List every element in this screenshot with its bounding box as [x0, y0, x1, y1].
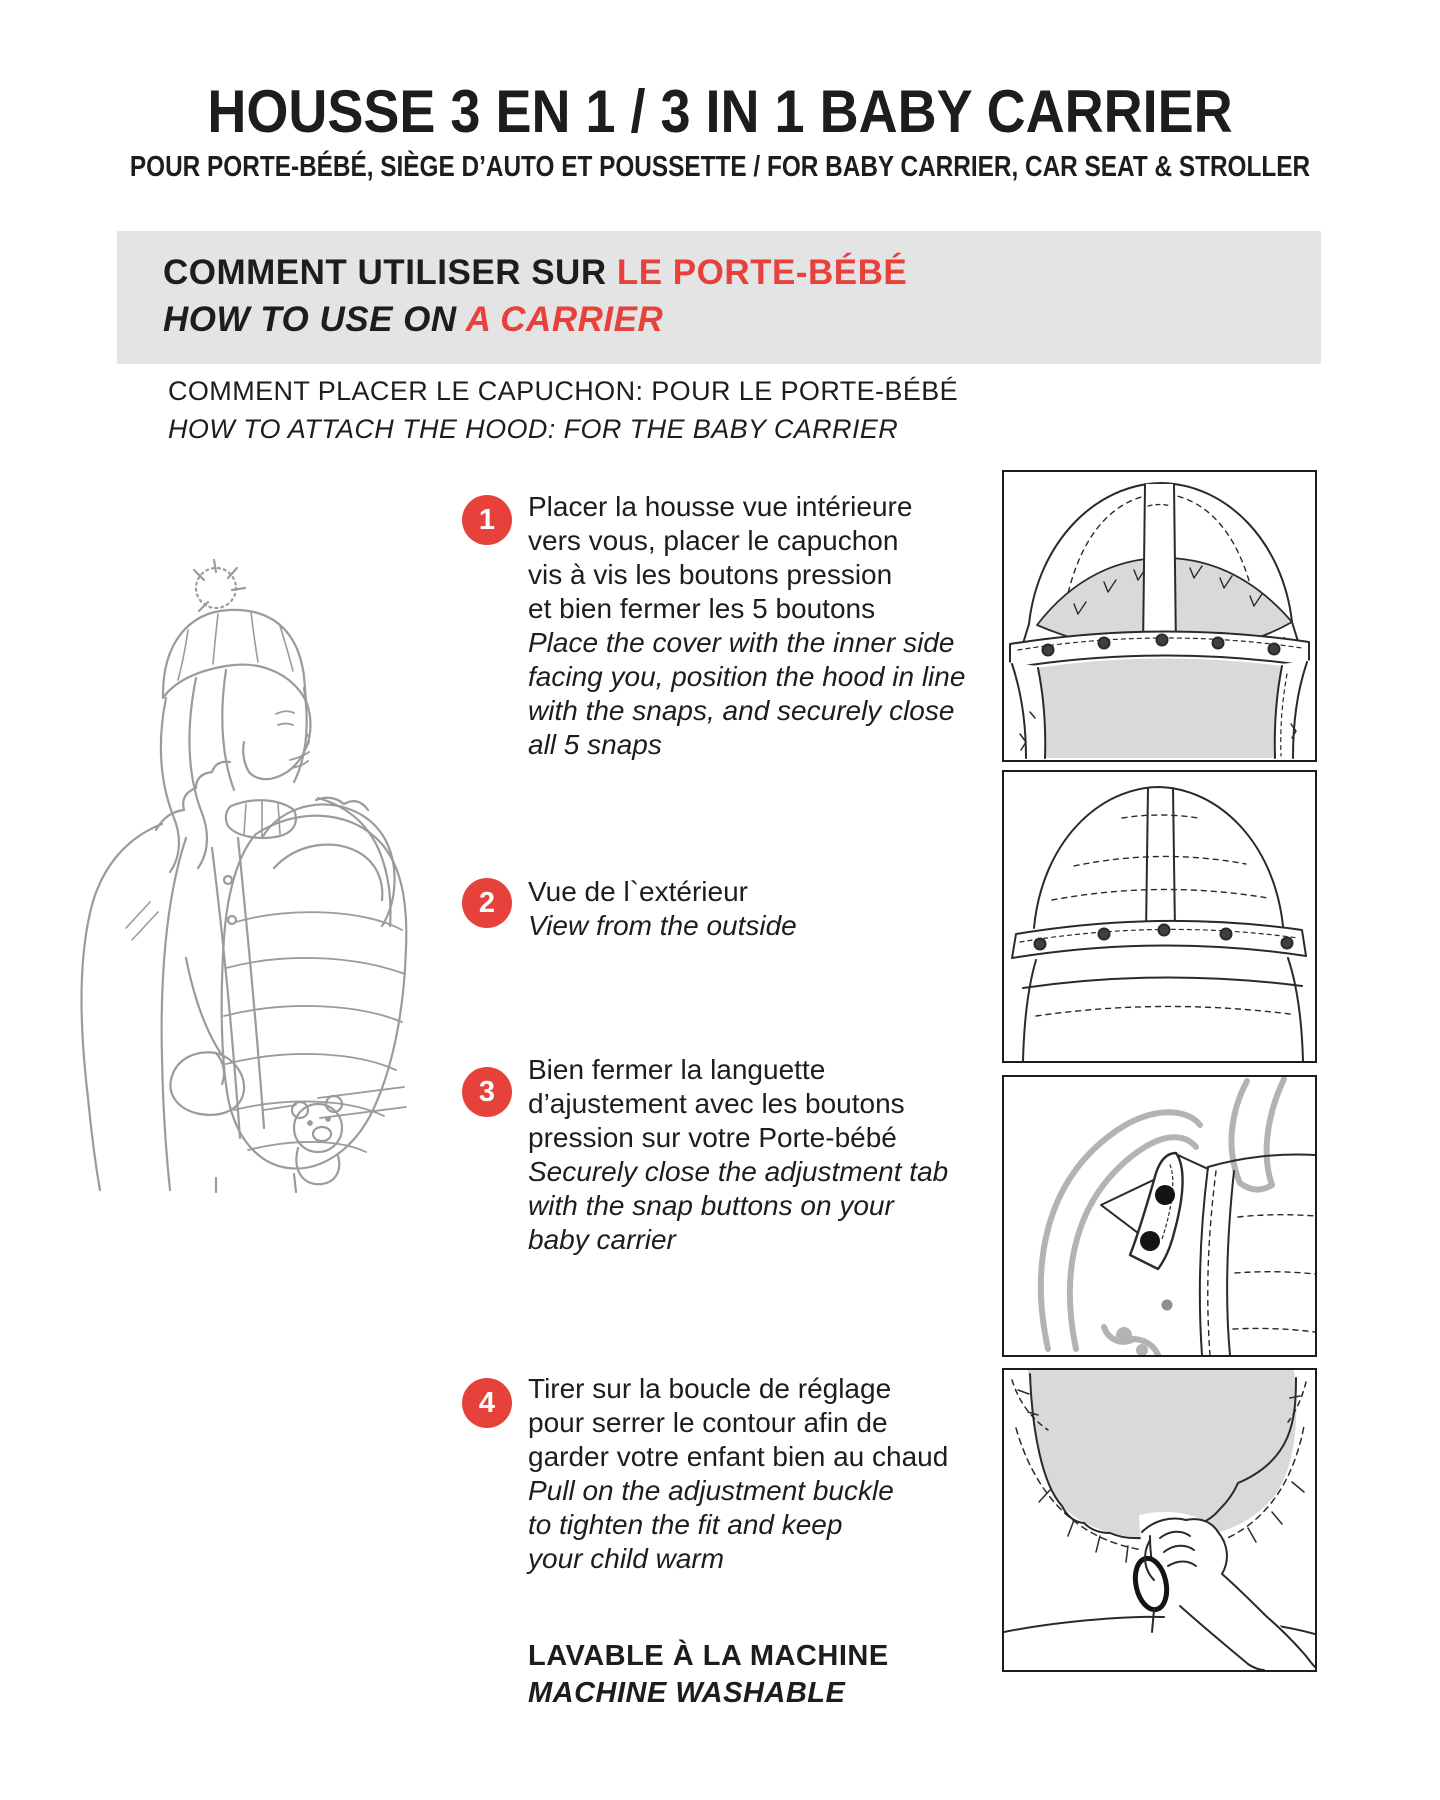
- step-line-fr: vers vous, placer le capuchon: [528, 525, 899, 556]
- step-line-en: all 5 snaps: [528, 729, 662, 760]
- step-line-en: View from the outside: [528, 910, 797, 941]
- panel-hood-outer-view: [1002, 770, 1317, 1063]
- step-number-badge: 4: [462, 1378, 512, 1428]
- adjustment-tab-illustration: [1004, 1077, 1315, 1355]
- step-line-en: to tighten the fit and keep: [528, 1509, 843, 1540]
- step-text: [528, 1053, 1008, 1257]
- banner-fr-highlight: LE PORTE-BÉBÉ: [616, 253, 908, 292]
- panel-hood-inner-view: [1002, 470, 1317, 762]
- step-line-en: Pull on the adjustment buckle: [528, 1475, 894, 1506]
- section-heading: [168, 372, 958, 448]
- banner-fr-prefix: COMMENT UTILISER SUR: [163, 253, 617, 292]
- page-subtitle: POUR PORTE-BÉBÉ, SIÈGE D’AUTO ET POUSSETTE / FOR BABY CARRIER, CAR SEAT & STROLLER: [129, 151, 1311, 183]
- step-line-fr: Tirer sur la boucle de réglage: [528, 1373, 892, 1404]
- hood-outer-view-illustration: [1004, 772, 1315, 1061]
- step-line-en: facing you, position the hood in line: [528, 661, 966, 692]
- how-to-use-banner: [117, 231, 1321, 364]
- step-line-fr: vis à vis les boutons pression: [528, 559, 893, 590]
- step-line-fr: et bien fermer les 5 boutons: [528, 593, 876, 624]
- banner-en-prefix: HOW TO USE ON: [163, 300, 466, 339]
- step-line-fr: pression sur votre Porte-bébé: [528, 1122, 897, 1153]
- step-line-en: with the snap buttons on your: [528, 1190, 894, 1221]
- step-text: [528, 875, 1008, 943]
- step-text: [528, 1372, 1008, 1576]
- hood-inner-view-illustration: [1004, 472, 1315, 760]
- step-number-badge: 3: [462, 1067, 512, 1117]
- step-line-en: with the snaps, and securely close: [528, 695, 955, 726]
- woman-carrier-illustration: [66, 538, 410, 1193]
- panel-pull-buckle: [1002, 1368, 1317, 1672]
- step-text: [528, 490, 1008, 762]
- hand-pulling-buckle-illustration: [1004, 1370, 1315, 1670]
- step-line-en: baby carrier: [528, 1224, 676, 1255]
- step-line-en: Securely close the adjustment tab: [528, 1156, 949, 1187]
- panel-adjustment-tab: [1002, 1075, 1317, 1357]
- step-line-fr: Vue de l`extérieur: [528, 876, 748, 907]
- step-line-fr: Bien fermer la languette: [528, 1054, 826, 1085]
- step-line-fr: garder votre enfant bien au chaud: [528, 1441, 949, 1472]
- step-line-en: your child warm: [528, 1543, 725, 1574]
- banner-line-fr: [163, 249, 1321, 296]
- step-number-badge: 2: [462, 878, 512, 928]
- machine-washable-note: [528, 1638, 889, 1712]
- banner-en-highlight: A CARRIER: [465, 300, 664, 339]
- step-line-en: Place the cover with the inner side: [528, 627, 955, 658]
- step-line-fr: d’ajustement avec les boutons: [528, 1088, 905, 1119]
- machine-washable-fr: LAVABLE À LA MACHINE: [528, 1640, 889, 1672]
- step-number-badge: 1: [462, 495, 512, 545]
- machine-washable-en: MACHINE WASHABLE: [528, 1677, 846, 1709]
- section-heading-fr: COMMENT PLACER LE CAPUCHON: POUR LE PORTE-BÉBÉ: [168, 376, 959, 406]
- page-title: HOUSSE 3 EN 1 / 3 IN 1 BABY CARRIER: [207, 78, 1233, 145]
- section-heading-en: HOW TO ATTACH THE HOOD: FOR THE BABY CARRIER: [168, 414, 899, 444]
- step-line-fr: pour serrer le contour afin de: [528, 1407, 888, 1438]
- step-line-fr: Placer la housse vue intérieure: [528, 491, 913, 522]
- banner-line-en: [163, 296, 1321, 343]
